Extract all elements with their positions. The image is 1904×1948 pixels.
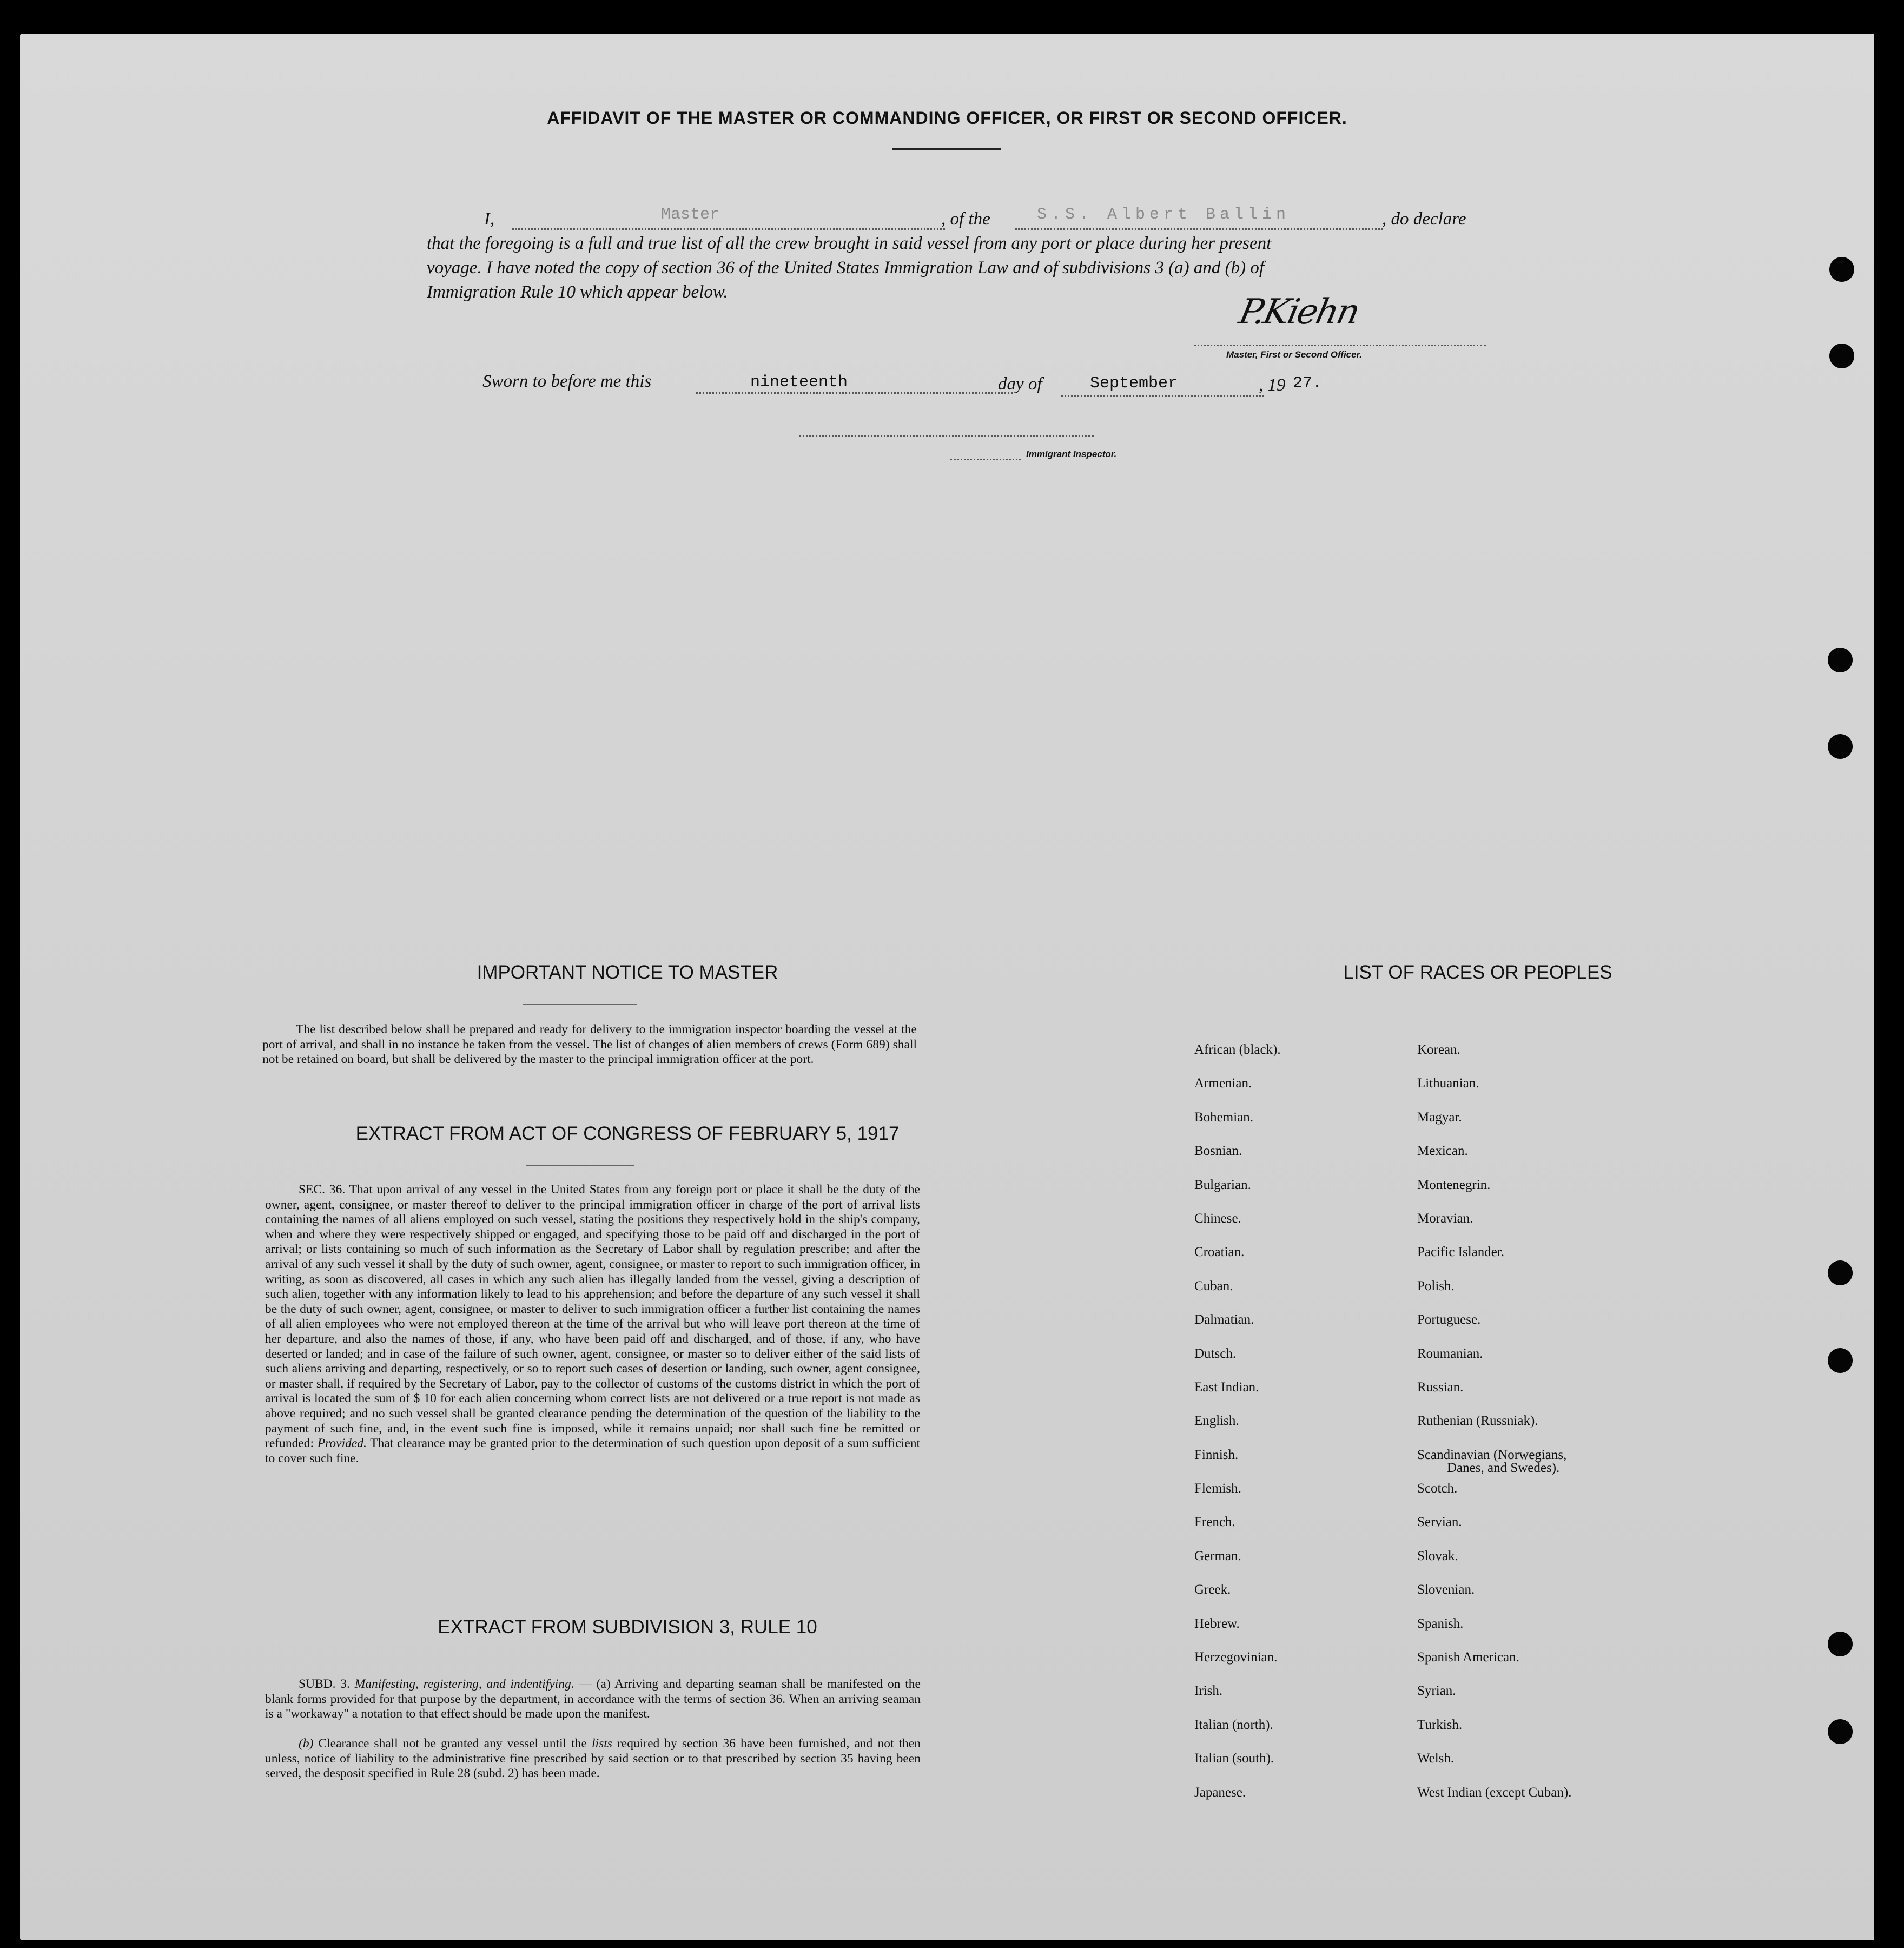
para-b-mark: (b) (299, 1736, 314, 1751)
race-item: East Indian. (1194, 1379, 1259, 1395)
race-item: Servian. (1417, 1515, 1462, 1530)
race-item: Syrian. (1417, 1683, 1456, 1699)
para-b-text-1: Clearance shall not be granted any vessel until the (318, 1736, 587, 1751)
notice-text: The list described below shall be prepared and ready for delivery to the immigration inspector boarding the vessel at the port of arrival, and shall in no instance be taken from the vessel. The list of changes of alien members of crews (Form 689) shall not be retained on board, but shall be delivered by the master to the principal immigration officer at the port. (262, 1022, 917, 1067)
race-item: Flemish. (1194, 1481, 1241, 1496)
race-item: Polish. (1417, 1278, 1455, 1293)
race-item: Finnish. (1194, 1447, 1239, 1462)
month-line (1061, 395, 1264, 397)
race-item: German. (1194, 1548, 1241, 1563)
notice-rule (523, 1004, 637, 1005)
race-item: Cuban. (1194, 1278, 1233, 1293)
i-label: I, (484, 209, 495, 229)
race-item: Bulgarian. (1194, 1177, 1251, 1192)
para-b-lists: lists (592, 1736, 612, 1751)
binder-hole (1829, 344, 1854, 368)
races-right-column (1417, 1033, 1571, 1810)
race-item: Scandinavian (Norwegians, (1417, 1447, 1567, 1462)
race-item: Italian (north). (1194, 1717, 1273, 1732)
signature-line (1194, 345, 1486, 346)
race-item: Spanish American. (1417, 1650, 1519, 1665)
signature-caption: Master, First or Second Officer. (1226, 349, 1362, 360)
sworn-day-line (696, 392, 1013, 394)
binder-hole (1828, 648, 1853, 672)
subd-label: SUBD. 3. (299, 1677, 350, 1691)
race-item: Slovak. (1417, 1548, 1458, 1563)
act-extract-tail: That clearance may be granted prior to the determination of such question upon deposit of a sum sufficient to cover such fine. (265, 1436, 921, 1465)
inspector-caption-line (950, 459, 1021, 460)
inspector-caption: Immigrant Inspector. (1026, 449, 1117, 459)
race-item: Chinese. (1194, 1211, 1241, 1226)
vessel-name-line (1015, 228, 1383, 230)
race-item: Greek. (1194, 1582, 1231, 1597)
race-item: Welsh. (1417, 1751, 1455, 1766)
race-item: Croatian. (1194, 1245, 1245, 1260)
races-left-column (1194, 1033, 1281, 1810)
affidavit-line-2: that the foregoing is a full and true list of all the crew brought in said vessel from any port or place during her present (427, 234, 1272, 253)
race-item: Pacific Islander. (1417, 1245, 1505, 1260)
race-item: Herzegovinian. (1194, 1650, 1278, 1665)
races-title: LIST OF RACES OR PEOPLES (1343, 962, 1612, 983)
para-b-text-2: required by section 36 have been furnished, and not then unless, notice of liability to the administrative fine prescribed by said section or to that prescribed by section 35 having been served, the desposit specified in Rule 28 (subd. 2) has been made. (265, 1736, 921, 1781)
race-item: Scotch. (1417, 1481, 1458, 1496)
race-item: Danes, and Swedes). (1447, 1461, 1560, 1476)
master-name-line (512, 228, 945, 230)
affidavit-title: AFFIDAVIT OF THE MASTER OR COMMANDING OFFICER, OR FIRST OR SECOND OFFICER. (547, 108, 1347, 128)
race-item: Roumanian. (1417, 1346, 1483, 1361)
race-item: Russian. (1417, 1379, 1464, 1395)
act-extract-text (265, 1183, 920, 1466)
race-item: Mexican. (1417, 1144, 1468, 1159)
sworn-day: nineteenth (750, 373, 848, 392)
rule-extract-title: EXTRACT FROM SUBDIVISION 3, RULE 10 (438, 1616, 817, 1637)
inspector-line (799, 435, 1094, 437)
race-item: English. (1194, 1414, 1239, 1429)
para-a-mark: — (a) (579, 1677, 611, 1691)
race-item: Irish. (1194, 1683, 1223, 1699)
provided-word: Provided. (317, 1436, 367, 1451)
race-item: Ruthenian (Russniak). (1417, 1414, 1538, 1429)
binder-hole (1828, 734, 1853, 759)
year-prefix: , 19 (1259, 375, 1286, 395)
vessel-typed: S.S. Albert Ballin (1037, 206, 1291, 224)
race-item: Japanese. (1194, 1785, 1246, 1800)
race-item: Korean. (1417, 1042, 1460, 1057)
binder-hole (1828, 1260, 1853, 1285)
day-of-label: day of (998, 374, 1042, 394)
race-item: Spanish. (1417, 1616, 1464, 1631)
act-extract-rule (526, 1165, 634, 1166)
binder-hole (1829, 257, 1854, 282)
race-item: Hebrew. (1194, 1616, 1240, 1631)
race-item: Magyar. (1417, 1110, 1462, 1125)
year-suffix: 27. (1293, 374, 1323, 393)
para-a-text: Arriving and departing seaman shall be manifested on the blank forms provided for that purpose by the department, in accordance with the terms of section 36. When an arriving seaman is a "workaway" a notation to that effect should be made upon the manifest. (265, 1677, 921, 1721)
race-item: African (black). (1194, 1042, 1281, 1057)
notice-title: IMPORTANT NOTICE TO MASTER (477, 962, 778, 983)
race-item: Moravian. (1417, 1211, 1473, 1226)
sworn-label: Sworn to before me this (482, 372, 652, 391)
race-item: Bosnian. (1194, 1144, 1242, 1159)
of-the-label: , of the (941, 209, 990, 229)
title-rule (892, 148, 1001, 150)
binder-hole (1828, 1719, 1853, 1744)
act-extract-body: SEC. 36. That upon arrival of any vessel in the United States from any foreign port or place it shall be the duty of the owner, agent, consignee, or master thereof to deliver to the principal immigration officer in charge of the port of arrival lists containing the names of all aliens employed on such vessel, stating the positions they respectively hold in the ship's company, when and where they were respectively shipped or engaged, and specifying those to be paid off and discharged in the port of arrival; or lists containing so much of such information as the Secretary of Labor shall by regulation prescribe; and after the arrival of any such vessel it shall by the duty of such owner, agent, consignee, or master to report to such immigration officer, in writing, as soon as discovered, all cases in which any such alien has illegally landed from the vessel, giving a description of such alien, together with any information likely to lead to his apprehension; and before the departure of any such vessel it shall be the duty of such owner, agent, consignee, or master to deliver to such immigration officer a further list containing the names of all alien employees who were not employed thereon at the time of the arrival but who will leave port thereon at the time of her departure, and also the names of those, if any, who have been paid off and discharged, and of those, if any, who have deserted or landed; and in case of the failure of such owner, agent, consignee, or master so to deliver either of the said lists of such aliens arriving and departing, respectively, or so to report such cases of desertion or landing, such owner, agent consignee, or master shall, if required by the Secretary of Labor, pay to the collector of customs of the customs district in which the port of arrival is located the sum of $ 10 for each alien concerning whom correct lists are not delivered or a true report is not made as above required; and no such vessel shall be granted clearance pending the determination of the question of the liability to the payment of such fine, and, in the event such fine is imposed, while it remains unpaid; nor shall such fine be remitted or refunded: (265, 1183, 920, 1451)
race-item: Dalmatian. (1194, 1312, 1254, 1328)
rule-para-b (265, 1736, 921, 1781)
rule-para-a (265, 1677, 921, 1722)
race-item: Armenian. (1194, 1076, 1252, 1091)
race-item: Bohemian. (1194, 1110, 1254, 1125)
race-item: Turkish. (1417, 1717, 1463, 1732)
month: September (1090, 374, 1178, 393)
act-extract-title: EXTRACT FROM ACT OF CONGRESS OF FEBRUARY 5, 1917 (355, 1123, 900, 1144)
race-item: West Indian (except Cuban). (1417, 1785, 1572, 1800)
race-item: Slovenian. (1417, 1582, 1475, 1597)
declare-label: , do declare (1382, 209, 1466, 229)
race-item: Lithuanian. (1417, 1076, 1479, 1091)
affidavit-line-4: Immigration Rule 10 which appear below. (427, 282, 728, 302)
race-item: Montenegrin. (1417, 1177, 1491, 1192)
race-item: French. (1194, 1515, 1235, 1530)
race-item: Portuguese. (1417, 1312, 1481, 1328)
binder-hole (1828, 1348, 1853, 1373)
master-signature: P.Kiehn (1235, 292, 1362, 332)
subd-heading: Manifesting, registering, and indentifying. (354, 1677, 574, 1691)
binder-hole (1828, 1632, 1853, 1656)
race-item: Dutsch. (1194, 1346, 1237, 1361)
race-item: Italian (south). (1194, 1751, 1274, 1766)
master-typed: Master (661, 206, 720, 224)
affidavit-line-3: voyage. I have noted the copy of section 36 of the United States Immigration Law and of subdivisions 3 (a) and (b) of (427, 258, 1265, 278)
document-page (20, 34, 1874, 1940)
